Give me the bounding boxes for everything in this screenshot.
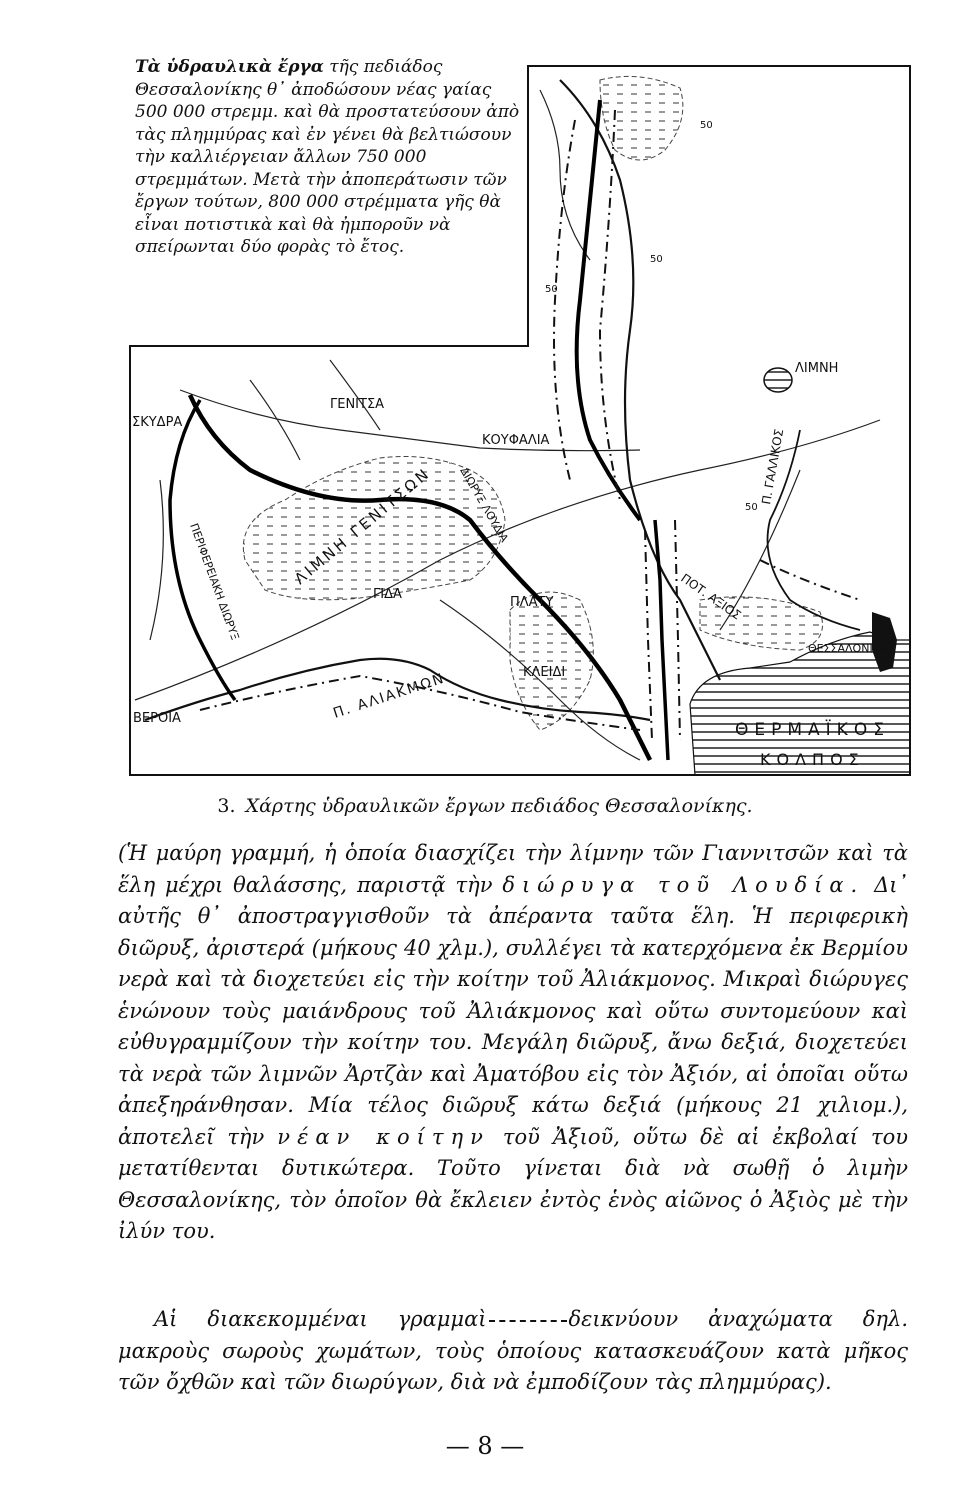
- label-lake-giannitson: ΛΙΜΝΗ ΓΕΝΙΤΣΩΝ: [291, 463, 435, 589]
- label-dioryx-loudia: ΔΙΩΡΥΞ ΛΟΥΔΙΑ: [457, 465, 511, 545]
- label-kolpos: ΚΟΛΠΟΣ: [760, 750, 865, 769]
- label-kleidi: ΚΛΕΙΔΙ: [523, 665, 566, 680]
- contour-label: 50: [650, 254, 663, 265]
- embankment: [645, 530, 652, 740]
- caption-number: 3.: [217, 795, 236, 817]
- figure-caption: [0, 795, 970, 817]
- label-koufalia: ΚΟΥΦΑΛΙΑ: [482, 433, 550, 448]
- contour-label: 50: [545, 284, 558, 295]
- body-part: (Ἡ μαύρη γραμμή, ἡ ὁποία διασχίζει τὴν λίμνην τῶν Γιαννιτσῶν καὶ τὰ ἕλη μέχρι θαλάσσης, παριστᾷ τὴν: [118, 841, 908, 897]
- label-gallikos: Π. ΓΑΛΛΙΚΟΣ: [759, 427, 787, 506]
- stream: [330, 360, 380, 430]
- new-axios-bed: [655, 520, 668, 760]
- spaced-term-new-bed: νέαν κοίτην: [277, 1124, 490, 1149]
- embankment: [760, 560, 860, 600]
- contour-label: 50: [745, 502, 758, 513]
- label-thessaloniki: ΘΕΣΣΑΛΟΝΙΚΗ: [808, 642, 889, 655]
- label-gida: ΓΙΔΑ: [373, 587, 402, 602]
- label-thermaikos: ΘΕΡΜΑΪΚΟΣ: [735, 720, 890, 740]
- embankment: [554, 120, 575, 480]
- axios-diversion-canal: [577, 100, 640, 520]
- label-limni: ΛΙΜΝΗ: [795, 361, 839, 376]
- body-part: Δι᾽ αὐτῆς θ᾽ ἀποστραγγισθοῦν τὰ ἀπέραντα ταῦτα ἕλη. Ἡ περιφερικὴ διῶρυξ, ἀριστερά (μήκους 40 χλμ.), συλλέγει τὰ κατερχόμενα ἐκ Βερμίου νερὰ καὶ τὰ διοχετεύει εἰς τὴν κοίτην τοῦ Ἀλιάκμονος. Μικραὶ διώρυγες ἑνώνουν τοὺς μαιάνδρους τοῦ Ἀλιάκμονος καὶ οὕτω συντομεύουν καὶ εὐθυγραμμίζουν τὴν κοίτην του. Μεγάλη διῶρυξ, ἄνω δεξιά, διοχετεύει τὰ νερὰ τῶν λιμνῶν Ἀρτζὰν καὶ Ἀματόβου εἰς τὸν Ἀξιόν, αἱ ὁποῖαι οὕτω ἀπεξηράνθησαν. Μία τέλος διῶρυξ κάτω δεξιά (μήκους 21 χιλιομ.), ἀποτελεῖ τὴν: [118, 872, 908, 1149]
- body-part: τοῦ Ἀξιοῦ, οὕτω δὲ αἱ ἐκβολαί του μετατίθενται δυτικώτερα. Τοῦτο γίνεται διὰ νὰ σωθῇ ὁ λιμὴν Θεσσαλονίκης, τὸν ὁποῖον θὰ ἔκλειεν ἐντὸς ἑνὸς αἰῶνος ὁ Ἀξιὸς μὲ τὴν ἰλύν του.: [118, 1124, 908, 1243]
- legend-part: Αἱ διακεκομμέναι γραμμαὶ: [154, 1307, 487, 1331]
- label-aliakmon: Π. ΑΛΙΑΚΜΩΝ: [331, 670, 448, 722]
- spaced-term-loudias: διώρυγα τοῦ Λουδία.: [502, 872, 865, 897]
- stream: [540, 90, 590, 260]
- embankment: [675, 520, 680, 740]
- label-skydra: ΣΚΥΔΡΑ: [132, 415, 183, 430]
- label-perifereiaki: ΠΕΡΙΦΕΡΕΙΑΚΗ ΔΙΩΡΥΞ: [187, 521, 242, 643]
- road: [180, 390, 640, 451]
- dashed-line-sample: [489, 1320, 567, 1322]
- intro-body: τῆς πεδιάδος Θεσσαλονίκης θ᾽ ἀποδώσουν νέας γαίας 500 000 στρεμμ. καὶ θὰ προστατεύσουν ἀπὸ τὰς πλημμύρας καὶ ἐν γένει θὰ βελτιώσουν τὴν καλλιέργειαν ἄλλων 750 000 στρεμμάτων. Μετὰ τὴν ἀποπεράτωσιν τῶν ἔργων τούτων, 800 000 στρέμματα γῆς θὰ εἶναι ποτιστικὰ καὶ θὰ ἠμποροῦν νὰ σπείρωνται δύο φορὰς τὸ ἔτος.: [135, 57, 520, 257]
- legend-paragraph: [118, 1304, 908, 1399]
- legend-part: δεικνύουν ἀναχώματα δηλ. μακροὺς σωροὺς χωμάτων, τοὺς ὁποίους κατασκευάζουν κατὰ μῆκος τῶν ὄχθῶν καὶ τῶν διωρύγων, διὰ νὰ ἐμποδίζουν τὰς πλημμύρας).: [118, 1307, 908, 1394]
- contour-label: 50: [700, 120, 713, 131]
- label-plati: ΠΛΑΤΥ: [510, 595, 554, 610]
- road: [150, 480, 163, 640]
- label-veroia: ΒΕΡΟΙΑ: [133, 711, 181, 726]
- small-lake: [764, 368, 792, 392]
- label-genitsa: ΓΕΝΙΤΣΑ: [330, 397, 385, 412]
- intro-lead: Τὰ ὑδραυλικὰ ἔργα: [135, 57, 324, 77]
- gallikos-river: [768, 430, 861, 630]
- label-axios: ΠΟΤ. ΑΞΙΟΣ: [678, 570, 744, 623]
- explanation-paragraph: [118, 838, 908, 1248]
- stream: [250, 380, 300, 460]
- page-number: — 8 —: [445, 1432, 525, 1460]
- caption-text: Χάρτης ὑδραυλικῶν ἔργων πεδιάδος Θεσσαλονίκης.: [245, 795, 753, 817]
